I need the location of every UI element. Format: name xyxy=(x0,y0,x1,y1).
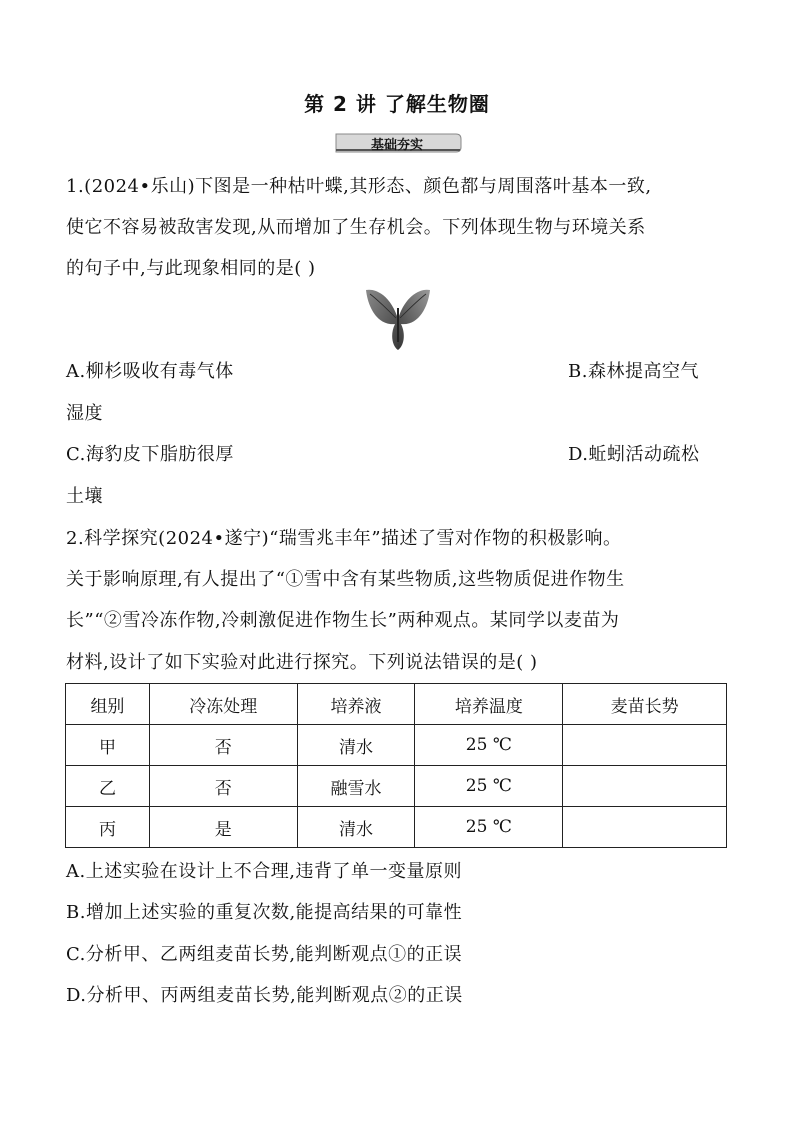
experiment-table xyxy=(65,683,727,848)
q1-line-3: 的句子中,与此现象相同的是( ) xyxy=(66,258,316,279)
q1-option-b: B.森林提高空气 xyxy=(568,361,699,382)
table-header-row xyxy=(66,684,727,725)
section-tag-label: 基础夯实 xyxy=(370,138,423,153)
table-cell: 是 xyxy=(149,807,297,848)
table-cell: 甲 xyxy=(66,725,150,766)
section-tag xyxy=(332,131,462,155)
table-row xyxy=(66,725,727,766)
table-cell: 25 ℃ xyxy=(415,807,563,848)
table-cell: 清水 xyxy=(297,807,415,848)
table-header-cell: 冷冻处理 xyxy=(149,684,297,725)
q1-line-1: 1.(2024•乐山)下图是一种枯叶蝶,其形态、颜色都与周围落叶基本一致, xyxy=(66,176,652,197)
table-cell: 融雪水 xyxy=(297,766,415,807)
table-cell xyxy=(563,725,727,766)
q2-line-2: 关于影响原理,有人提出了“①雪中含有某些物质,这些物质促进作物生 xyxy=(66,569,625,590)
table-cell: 乙 xyxy=(66,766,150,807)
table-cell: 清水 xyxy=(297,725,415,766)
table-cell xyxy=(563,807,727,848)
table-header-cell: 麦苗长势 xyxy=(563,684,727,725)
q1-line-2: 使它不容易被敌害发现,从而增加了生存机会。下列体现生物与环境关系 xyxy=(66,217,646,238)
butterfly-icon xyxy=(362,286,434,352)
q2-line-3: 长”“②雪冷冻作物,冷刺激促进作物生长”两种观点。某同学以麦苗为 xyxy=(66,610,620,631)
q2-option-a: A.上述实验在设计上不合理,违背了单一变量原则 xyxy=(66,861,462,882)
table-cell: 否 xyxy=(149,766,297,807)
q1-option-b-cont: 湿度 xyxy=(66,403,103,424)
table-header-cell: 组别 xyxy=(66,684,150,725)
q1-option-d: D.蚯蚓活动疏松 xyxy=(568,444,700,465)
q1-option-c: C.海豹皮下脂肪很厚 xyxy=(66,444,234,465)
table-cell xyxy=(563,766,727,807)
q2-line-1: 2.科学探究(2024•遂宁)“瑞雪兆丰年”描述了雪对作物的积极影响。 xyxy=(66,528,622,549)
table-row xyxy=(66,766,727,807)
page-title: 第 2 讲 了解生物圈 xyxy=(304,92,490,116)
q2-option-b: B.增加上述实验的重复次数,能提高结果的可靠性 xyxy=(66,902,463,923)
q1-option-d-cont: 土壤 xyxy=(66,486,103,507)
q2-line-4: 材料,设计了如下实验对此进行探究。下列说法错误的是( ) xyxy=(66,652,538,673)
table-cell: 丙 xyxy=(66,807,150,848)
q2-option-d: D.分析甲、丙两组麦苗长势,能判断观点②的正误 xyxy=(66,985,463,1006)
q2-option-c: C.分析甲、乙两组麦苗长势,能判断观点①的正误 xyxy=(66,944,463,965)
table-header-cell: 培养温度 xyxy=(415,684,563,725)
table-cell: 25 ℃ xyxy=(415,766,563,807)
table-cell: 否 xyxy=(149,725,297,766)
table-row xyxy=(66,807,727,848)
table-header-cell: 培养液 xyxy=(297,684,415,725)
table-cell: 25 ℃ xyxy=(415,725,563,766)
q1-option-a: A.柳杉吸收有毒气体 xyxy=(66,361,234,382)
